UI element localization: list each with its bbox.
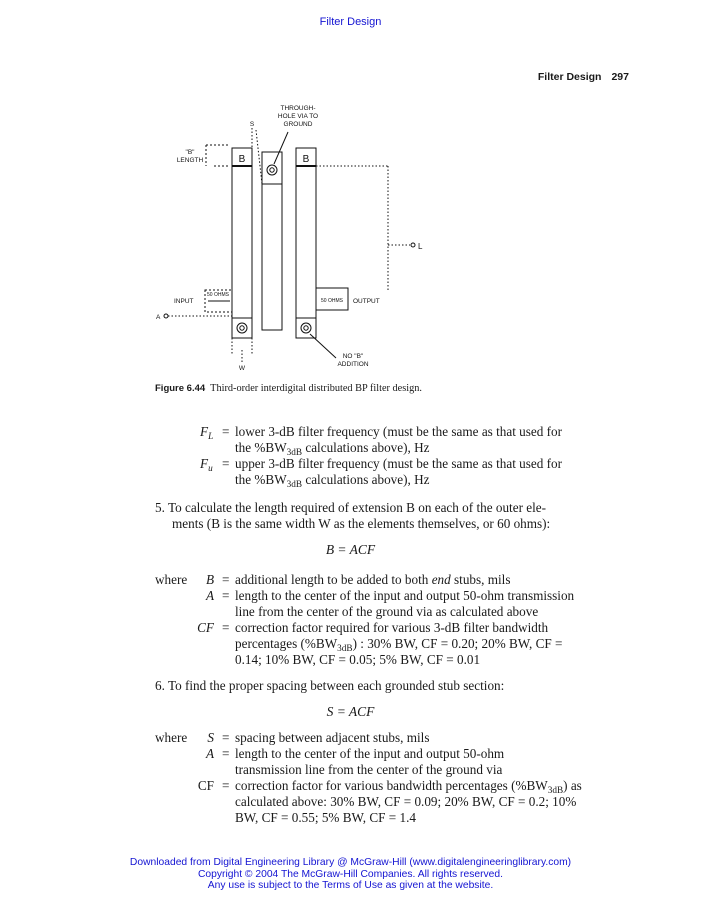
running-title: Filter Design (537, 71, 602, 83)
figure-caption-text: Third-order interdigital distributed BP filter design. (210, 383, 422, 394)
where-label-1: where (155, 572, 188, 587)
w-label: W (238, 365, 246, 372)
footer-download-link[interactable]: Downloaded from Digital Engineering Library @ McGraw-Hill (www.digitalengineeringlibrary.com) (129, 857, 572, 868)
output-ohms-label: 50 OHMS (321, 298, 343, 304)
b-label-left: B (238, 154, 246, 165)
b-def: additional length to be added to both end stubs, mils (235, 572, 511, 587)
left-resonator (232, 148, 252, 338)
fl-definition: lower 3-dB filter frequency (must be the same as that used for (235, 424, 563, 439)
cf-def-line-3: 0.14; 10% BW, CF = 0.05; 5% BW, CF = 0.01 (235, 652, 481, 667)
b-length-label-1: "B" (185, 149, 195, 156)
input-ohms-label: 50 OHMS (207, 292, 229, 298)
footer (0, 857, 701, 892)
filter-diagram (156, 100, 460, 372)
s-def: spacing between adjacent stubs, mils (235, 730, 430, 745)
equation-s: S = ACF (326, 704, 375, 719)
right-resonator (296, 148, 316, 338)
fu-definition-2: the $\%BW_{3dB}$ calculations above), Hz (235, 472, 430, 489)
figure-number: Figure 6.44 (155, 383, 206, 394)
via-label-3: GROUND (283, 121, 313, 128)
a-label: A (156, 314, 161, 321)
fl-definition-2: the $\%BW_{3dB}$ calculations above), Hz (235, 440, 430, 457)
page-number: 297 (611, 71, 629, 83)
input-label: INPUT (174, 298, 194, 305)
step-5-line-2: ments (B is the same width W as the elements themselves, or 60 ohms): (172, 516, 551, 531)
a-def-line-2: line from the center of the ground via as calculated above (235, 604, 539, 619)
fl-symbol: $F_L$ (200, 424, 214, 441)
no-b-label-2: ADDITION (337, 361, 369, 368)
cf2-def-line-2: calculated above: 30% BW, CF = 0.09; 20% BW, CF = 0.2; 10% (235, 794, 577, 809)
footer-terms-link[interactable]: Any use is subject to the Terms of Use as given at the website. (207, 880, 494, 891)
equation-b: B = ACF (325, 542, 376, 557)
figure-caption (155, 383, 425, 395)
s-label: S (249, 121, 255, 128)
center-resonator (262, 152, 282, 330)
cf-def-line-1: correction factor required for various 3-dB filter bandwidth (235, 620, 549, 635)
via-label-2: HOLE VIA TO (277, 113, 319, 120)
fu-symbol: $F_u$ (200, 456, 213, 473)
b-length-label-2: LENGTH (176, 157, 204, 164)
l-label: L (418, 242, 423, 251)
step-6-line: 6. To find the proper spacing between each grounded stub section: (155, 678, 505, 693)
output-label: OUTPUT (353, 298, 380, 305)
running-head (538, 71, 629, 83)
footer-copyright: Copyright © 2004 The McGraw-Hill Companies. All rights reserved. (198, 868, 503, 880)
cf2-def-line-3: BW, CF = 0.55; 5% BW, CF = 1.4 (235, 810, 416, 825)
top-chapter-link[interactable]: Filter Design (319, 16, 382, 28)
cf2-def-line-1: correction factor for various bandwidth percentages $(\%BW_{3dB})$ as (235, 778, 582, 795)
cf-def-line-2: percentages $(\%BW_{3dB})$ : 30% BW, CF = 0.20; 20% BW, CF = (235, 636, 563, 653)
where-label-2: where (155, 730, 188, 745)
step-5-line-1: 5. To calculate the length required of extension B on each of the outer ele- (155, 500, 547, 515)
b-label-right: B (302, 154, 310, 165)
no-b-label-1: NO "B" (342, 353, 364, 360)
a2-def-line-2: transmission line from the center of the ground via (235, 762, 503, 777)
a2-def-line-1: length to the center of the input and output 50-ohm (235, 746, 505, 761)
fu-definition: upper 3-dB filter frequency (must be the same as that used for (235, 456, 563, 471)
via-label-1: THROUGH- (280, 105, 316, 112)
a-def-line-1: length to the center of the input and output 50-ohm transmission (235, 588, 575, 603)
